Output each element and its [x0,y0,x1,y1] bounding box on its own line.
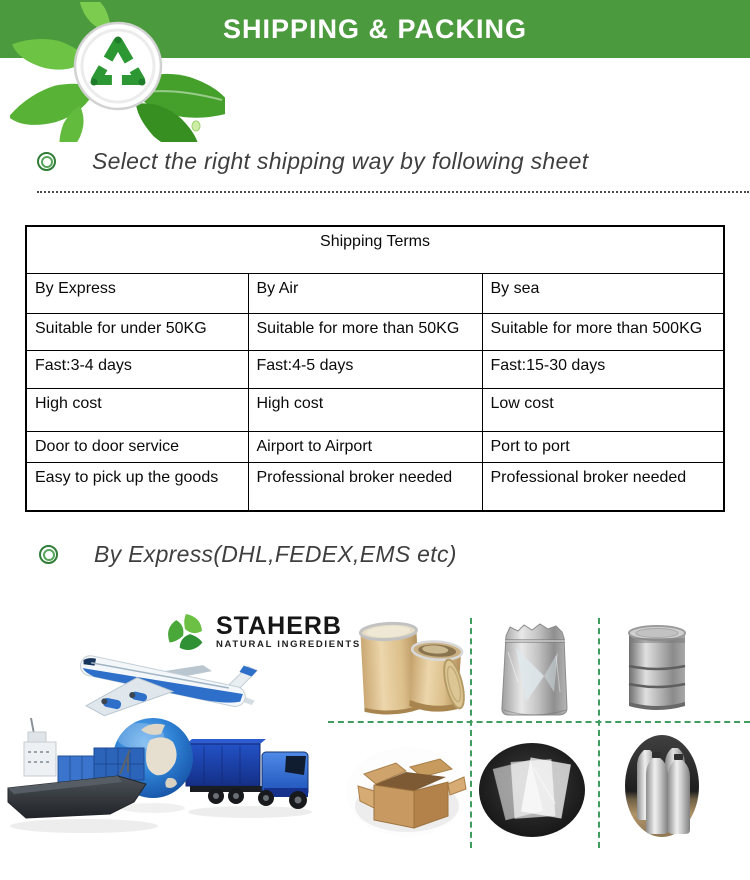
dotted-divider [37,191,749,193]
table-row [26,351,724,389]
table-cell: By Air [248,274,482,314]
grid-dashed-line-horizontal [328,721,750,723]
brand-name: STAHERB [216,611,342,640]
carton-box-photo [344,744,470,840]
table-row [26,274,724,314]
table-cell: High cost [248,389,482,432]
shipping-terms-table [25,225,725,512]
staherb-logo [164,607,361,655]
section-heading-label: By Express(DHL,FEDEX,EMS etc) [94,541,457,567]
table-cell: Suitable for more than 500KG [482,314,724,351]
table-cell: Fast:4-5 days [248,351,482,389]
table-cell: Suitable for under 50KG [26,314,248,351]
leaf-recycle-logo-icon [10,2,225,142]
table-cell: By Express [26,274,248,314]
table-cell: Low cost [482,389,724,432]
table-cell: By sea [482,274,724,314]
aluminum-foil-bag-photo [496,622,572,718]
circle-bullet-icon [39,545,58,564]
section-heading-label: Select the right shipping way by following sheet [92,148,589,174]
circle-bullet-icon [37,152,56,171]
steel-drum-photo [624,624,690,714]
staherb-leaf-icon [164,607,208,655]
table-row [26,389,724,432]
brand-tagline: NATURAL INGREDIENTS [216,638,361,650]
table-cell: Professional broker needed [248,463,482,512]
table-title: Shipping Terms [26,226,724,274]
plastic-bags-photo [478,742,586,838]
aluminum-bottles-photo [624,734,700,838]
table-row [26,314,724,351]
section-heading-shipping-way [37,148,588,175]
table-cell: Fast:15-30 days [482,351,724,389]
table-row [26,432,724,463]
grid-dashed-line-vertical [598,618,600,848]
table-cell: Easy to pick up the goods [26,463,248,512]
page-title: SHIPPING & PACKING [222,14,528,44]
table-cell: Door to door service [26,432,248,463]
table-cell: Fast:3-4 days [26,351,248,389]
table-cell: Suitable for more than 50KG [248,314,482,351]
truck-icon [186,739,308,809]
table-cell: High cost [26,389,248,432]
fiber-drums-photo [348,618,470,718]
section-heading-by-express [39,541,457,568]
table-row [26,463,724,512]
grid-dashed-line-vertical [470,618,472,848]
table-cell: Professional broker needed [482,463,724,512]
table-cell: Airport to Airport [248,432,482,463]
table-cell: Port to port [482,432,724,463]
